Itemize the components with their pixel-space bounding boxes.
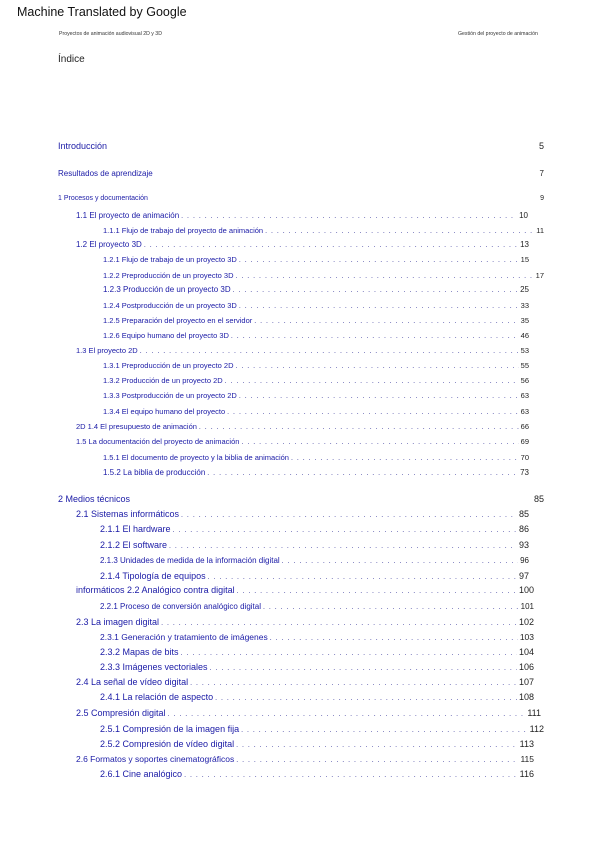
toc-entry[interactable]: [76, 585, 534, 595]
toc-entry[interactable]: [58, 494, 544, 504]
toc-leader: [241, 727, 528, 734]
toc-entry[interactable]: [100, 739, 534, 749]
toc-entry[interactable]: [76, 422, 529, 431]
toc-entry-label: Introducción: [58, 141, 108, 151]
toc-entry-page: 15: [520, 255, 529, 264]
toc-entry-label: 1.3.2 Producción de un proyecto 2D: [103, 376, 223, 385]
toc-leader: [225, 378, 519, 385]
toc-entry[interactable]: [100, 662, 534, 672]
toc-entry[interactable]: [100, 540, 529, 550]
toc-leader: [282, 558, 518, 565]
toc-entry-label: 1.5.2 La biblia de producción: [103, 468, 206, 477]
toc-leader: [227, 409, 518, 416]
toc-entry-label: 1 Procesos y documentación: [58, 195, 148, 202]
toc-entry-page: 25: [520, 285, 529, 294]
toc-entry-page: 53: [520, 346, 529, 355]
toc-entry-page: 10: [519, 211, 528, 220]
toc-entry-page: 56: [520, 376, 529, 385]
toc-entry-label: 2.3 La imagen digital: [76, 617, 160, 627]
toc-entry[interactable]: [58, 169, 544, 178]
toc-entry-label: 1.2.5 Preparación del proyecto en el servidor: [103, 316, 253, 325]
toc-leader: [210, 665, 517, 672]
toc-entry-label: 2.6 Formatos y soportes cinematográficos: [76, 754, 235, 764]
toc-entry-label: informáticos 2.2 Analógico contra digital: [76, 585, 235, 595]
toc-entry-page: 70: [520, 453, 529, 462]
toc-entry[interactable]: [100, 524, 529, 534]
toc-entry[interactable]: [58, 141, 544, 151]
toc-entry-label: 1.3.3 Postproducción de un proyecto 2D: [103, 391, 237, 400]
toc-leader: [236, 273, 534, 280]
toc-entry[interactable]: [103, 316, 529, 325]
toc-leader: [181, 650, 517, 657]
toc-entry-page: 73: [520, 468, 529, 477]
toc-entry[interactable]: [103, 468, 529, 477]
toc-leader: [207, 470, 518, 477]
toc-entry-label: 1.1.1 Flujo de trabajo del proyecto de animación: [103, 226, 264, 235]
toc-entry[interactable]: [100, 724, 544, 734]
toc-entry-page: 69: [520, 437, 529, 446]
toc-entry[interactable]: [100, 769, 534, 779]
running-header-left: Proyectos de animación audiovisual 2D y 3D: [59, 31, 162, 37]
toc-entry-page: 103: [519, 632, 534, 642]
toc-entry-page: 85: [533, 494, 544, 504]
toc-leader: [291, 455, 519, 462]
toc-entry[interactable]: [100, 571, 529, 581]
toc-entry-page: 106: [518, 662, 534, 672]
toc-entry[interactable]: [76, 708, 541, 718]
toc-leader: [199, 424, 519, 431]
toc-entry-label: 1.2.2 Preproducción de un proyecto 3D: [103, 271, 234, 280]
toc-leader: [239, 257, 519, 264]
toc-leader: [237, 588, 517, 595]
toc-entry[interactable]: [76, 211, 528, 220]
toc-leader: [181, 512, 517, 519]
toc-leader: [265, 228, 534, 235]
toc-entry-label: 2.2.1 Proceso de conversión analógico digital: [100, 602, 261, 611]
toc-entry-label: Resultados de aprendizaje: [58, 169, 153, 178]
toc-entry-page: 97: [518, 571, 529, 581]
translation-banner: Machine Translated by Google: [17, 5, 187, 19]
toc-entry-page: 11: [536, 226, 544, 235]
toc-entry-page: 66: [520, 422, 529, 431]
toc-leader: [181, 213, 517, 220]
toc-leader: [231, 333, 519, 340]
toc-entry-page: 33: [520, 301, 529, 310]
toc-entry-page: 116: [519, 769, 534, 779]
toc-entry-label: 2.1 Sistemas informáticos: [76, 509, 180, 519]
toc-leader: [215, 695, 517, 702]
toc-entry-label: 2.1.3 Unidades de medida de la información digital: [100, 556, 280, 565]
toc-entry[interactable]: [103, 285, 529, 294]
toc-entry-page: 13: [520, 240, 529, 249]
toc-entry-page: 101: [520, 602, 534, 611]
toc-entry[interactable]: [76, 754, 534, 764]
toc-entry-label: 2.6.1 Cine analógico: [100, 769, 183, 779]
toc-entry-label: 1.2.4 Postproducción de un proyecto 3D: [103, 301, 237, 310]
toc-leader: [144, 242, 518, 249]
toc-entry[interactable]: [76, 240, 529, 249]
toc-entry[interactable]: [103, 391, 529, 400]
running-header-right: Gestión del proyecto de animación: [458, 31, 538, 37]
toc-entry[interactable]: [103, 376, 529, 385]
toc-entry-page: 46: [520, 331, 529, 340]
toc-entry[interactable]: [103, 271, 544, 280]
toc-entry[interactable]: [103, 331, 529, 340]
toc-leader: [233, 287, 518, 294]
toc-entry-page: 86: [518, 524, 529, 534]
toc-entry-label: 2.3.1 Generación y tratamiento de imágenes: [100, 632, 268, 642]
toc-entry-label: 2.1.4 Tipología de equipos: [100, 571, 206, 581]
toc-entry-label: 2 Medios técnicos: [58, 494, 131, 504]
toc-entry-label: 2.5.2 Compresión de vídeo digital: [100, 739, 235, 749]
toc-entry[interactable]: [76, 509, 529, 519]
toc-leader: [239, 303, 519, 310]
toc-leader: [254, 318, 518, 325]
toc-entry-label: 1.3.1 Preproducción de un proyecto 2D: [103, 361, 234, 370]
toc-entry-label: 2D 1.4 El presupuesto de animación: [76, 422, 197, 431]
toc-entry-label: 2.4 La señal de vídeo digital: [76, 677, 189, 687]
toc-entry[interactable]: [103, 453, 529, 462]
toc-entry[interactable]: [100, 632, 534, 642]
toc-leader: [190, 680, 517, 687]
toc-entry-page: 102: [518, 617, 534, 627]
toc-entry-page: 17: [535, 271, 544, 280]
toc-entry[interactable]: [100, 692, 534, 702]
toc-leader: [140, 348, 519, 355]
toc-leader: [241, 439, 518, 446]
toc-leader: [173, 527, 517, 534]
toc-entry-page: 96: [520, 556, 529, 565]
toc-entry-label: 2.1.1 El hardware: [100, 524, 171, 534]
toc-entry-page: 107: [518, 677, 534, 687]
toc-entry-label: 1.5.1 El documento de proyecto y la biblia de animación: [103, 453, 289, 462]
toc-entry[interactable]: [103, 301, 529, 310]
toc-leader: [270, 635, 518, 642]
toc-entry-label: 2.1.2 El software: [100, 540, 168, 550]
toc-entry[interactable]: [103, 226, 544, 235]
toc-entry[interactable]: [100, 602, 534, 611]
toc-entry-page: 115: [520, 754, 534, 764]
toc-leader: [236, 363, 519, 370]
toc-entry[interactable]: [76, 437, 529, 446]
toc-entry-page: 85: [518, 509, 529, 519]
toc-entry-page: 63: [520, 407, 529, 416]
toc-entry[interactable]: [103, 361, 529, 370]
toc-entry-label: 2.5 Compresión digital: [76, 708, 166, 718]
toc-entry-label: 1.1 El proyecto de animación: [76, 211, 180, 220]
toc-entry[interactable]: [76, 346, 529, 355]
toc-entry[interactable]: [58, 195, 544, 202]
toc-entry-page: 7: [539, 169, 544, 178]
toc-leader: [208, 574, 517, 581]
toc-entry-page: 35: [520, 316, 529, 325]
toc-entry-page: 113: [519, 739, 534, 749]
toc-entry[interactable]: [100, 556, 529, 565]
toc-entry[interactable]: [103, 255, 529, 264]
toc-entry-label: 1.2.1 Flujo de trabajo de un proyecto 3D: [103, 255, 237, 264]
toc-entry[interactable]: [76, 677, 534, 687]
toc-entry[interactable]: [100, 647, 534, 657]
toc-entry-page: 108: [518, 692, 534, 702]
toc-entry-label: 2.3.2 Mapas de bits: [100, 647, 179, 657]
toc-entry-page: 55: [520, 361, 529, 370]
toc-entry-label: 1.5 La documentación del proyecto de animación: [76, 437, 240, 446]
toc-leader: [169, 543, 517, 550]
toc-leader: [239, 393, 519, 400]
toc-entry-label: 1.2 El proyecto 3D: [76, 240, 142, 249]
toc-entry-label: 2.3.3 Imágenes vectoriales: [100, 662, 208, 672]
toc-entry-page: 100: [518, 585, 534, 595]
toc-leader: [236, 742, 518, 749]
toc-leader: [236, 757, 518, 764]
toc-leader: [168, 711, 526, 718]
toc-entry-page: 104: [518, 647, 534, 657]
page-title: Índice: [58, 54, 85, 65]
toc-entry-label: 2.5.1 Compresión de la imagen fija: [100, 724, 240, 734]
toc-entry-page: 5: [538, 141, 544, 151]
toc-entry-page: 63: [520, 391, 529, 400]
toc-entry-label: 1.3.4 El equipo humano del proyecto: [103, 407, 226, 416]
toc-entry-page: 93: [518, 540, 529, 550]
toc-entry-page: 111: [527, 708, 541, 718]
toc-entry-page: 9: [540, 195, 544, 202]
toc-leader: [263, 604, 519, 611]
toc-entry-label: 1.2.3 Producción de un proyecto 3D: [103, 285, 231, 294]
toc-entry[interactable]: [76, 617, 534, 627]
toc-leader: [161, 620, 517, 627]
toc-entry[interactable]: [103, 407, 529, 416]
toc-entry-page: 112: [529, 724, 544, 734]
toc-entry-label: 1.3 El proyecto 2D: [76, 346, 138, 355]
toc-entry-label: 1.2.6 Equipo humano del proyecto 3D: [103, 331, 229, 340]
toc-leader: [184, 772, 518, 779]
toc-entry-label: 2.4.1 La relación de aspecto: [100, 692, 214, 702]
